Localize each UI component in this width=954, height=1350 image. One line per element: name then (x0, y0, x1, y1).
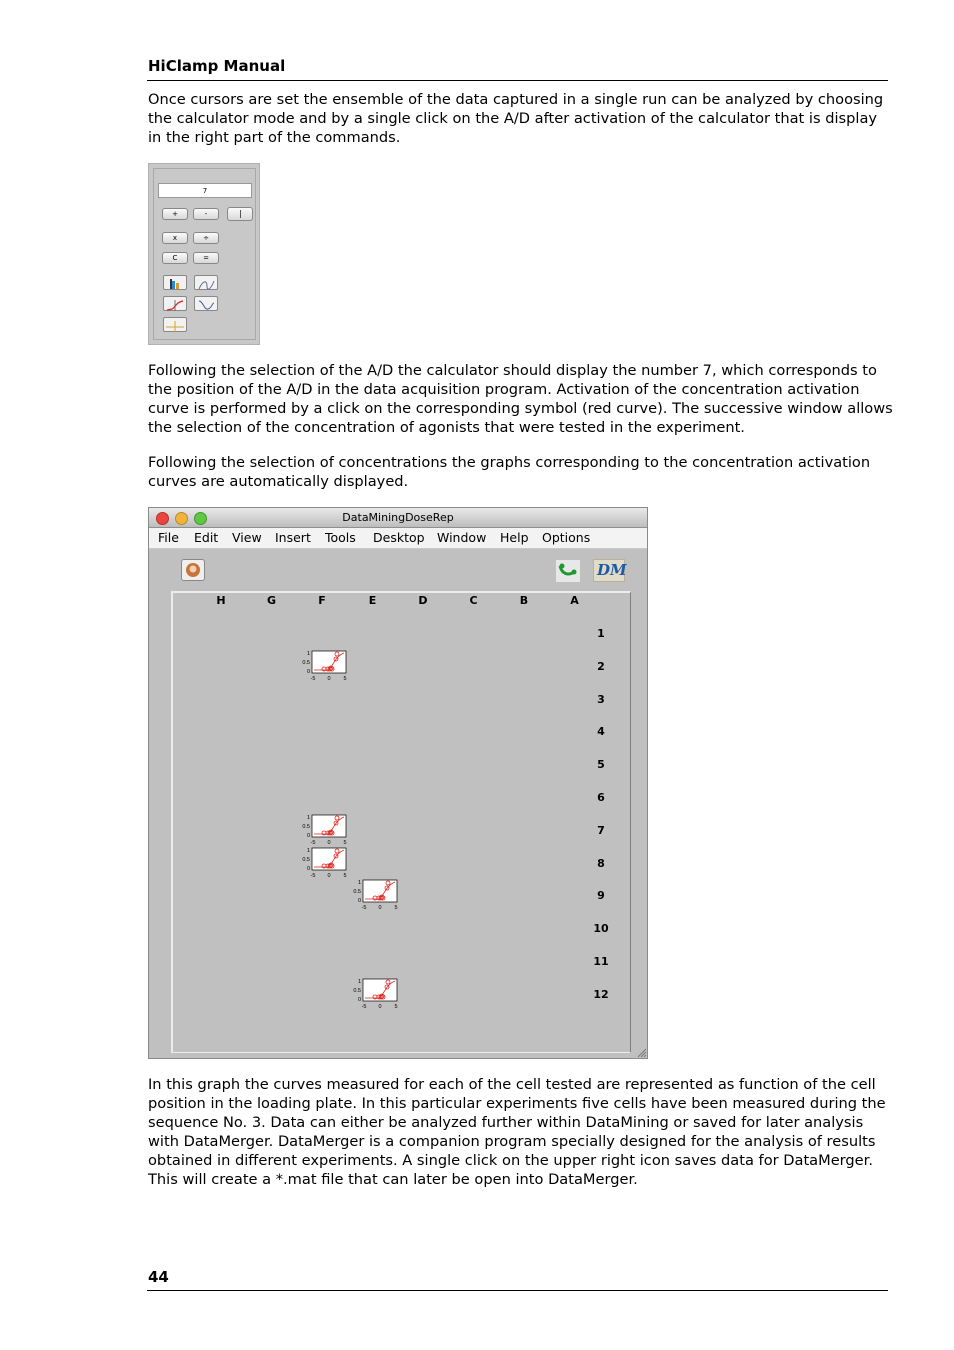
menu-options[interactable]: Options (542, 530, 591, 545)
row-label-7: 7 (597, 823, 605, 837)
document-title: HiClamp Manual (148, 57, 286, 75)
mini-y-tick: 0 (306, 832, 310, 839)
mini-x-tick: 5 (343, 839, 347, 846)
menu-file[interactable]: File (158, 530, 179, 545)
column-label-c: C (469, 594, 478, 607)
column-label-g: G (266, 594, 277, 607)
mini-x-tick: 5 (343, 872, 347, 879)
menu-window[interactable]: Window (437, 530, 487, 545)
mini-y-tick: 1 (306, 847, 310, 854)
calculator-panel (148, 163, 260, 345)
menu-edit[interactable]: Edit (194, 530, 219, 545)
row-label-11: 11 (593, 955, 609, 968)
mini-plot-e12[interactable] (349, 973, 405, 1013)
export-icon[interactable] (556, 560, 580, 582)
mini-y-tick: 0.5 (352, 987, 361, 994)
mini-y-tick: 1 (306, 650, 310, 657)
row-label-9: 9 (597, 889, 605, 903)
mini-y-tick: 1 (357, 978, 361, 985)
mini-x-tick: 5 (343, 675, 347, 682)
row-label-10: 10 (593, 922, 609, 936)
mini-x-tick: -5 (310, 675, 316, 682)
mini-y-tick: 0 (357, 898, 361, 905)
column-label-e: E (368, 594, 377, 607)
mini-y-tick: 0.5 (352, 889, 361, 896)
row-label-4: 4 (597, 725, 605, 739)
mini-plot-f2[interactable] (298, 645, 354, 685)
mini-x-tick: 0 (377, 905, 382, 912)
menu-view[interactable]: View (232, 530, 262, 545)
red-curve-icon[interactable] (163, 296, 187, 311)
column-label-b: B (519, 594, 529, 607)
title-bar[interactable] (149, 508, 647, 528)
resize-grip-icon[interactable] (637, 1048, 647, 1058)
trace-icon[interactable] (194, 275, 218, 290)
mini-y-tick: 0 (306, 865, 310, 872)
mini-x-tick: -5 (361, 1003, 366, 1010)
ad-icon (240, 210, 241, 218)
row-label-5: 5 (597, 758, 605, 772)
window-title: DataMiningDoseRep (342, 511, 454, 524)
mini-x-tick: 0 (327, 675, 331, 682)
mini-x-tick: 5 (393, 905, 398, 912)
datamining-window (148, 507, 648, 1059)
page-number: 44 (148, 1268, 169, 1286)
column-label-h: H (216, 594, 226, 607)
paragraph-3: Following the selection of concentrations the graphs corresponding to the concentration activation curves are automatically displayed. (148, 454, 871, 490)
save-datamerger-icon[interactable] (593, 559, 625, 582)
bar-chart-icon[interactable] (163, 275, 187, 290)
mini-x-tick: 5 (393, 1003, 398, 1010)
calc-minus-button[interactable]: - (193, 208, 219, 220)
column-label-f: F (318, 594, 326, 607)
mini-y-tick: 0 (306, 668, 310, 675)
row-label-2: 2 (597, 659, 605, 673)
calc-clear-button[interactable]: C (162, 252, 188, 264)
mini-y-tick: 1 (306, 814, 310, 821)
row-label-6: 6 (597, 791, 605, 804)
paragraph-1: Once cursors are set the ensemble of the data captured in a single run can be analyzed by choosing the calculator mode and by a single click on the A/D after activation of the calculator that is display in the right part of the commands. (148, 91, 884, 146)
calculator-display: 7 (158, 183, 252, 198)
crosshair-icon[interactable] (163, 317, 187, 332)
menu-insert[interactable]: Insert (275, 530, 311, 545)
mini-x-tick: 0 (377, 1003, 382, 1010)
paragraph-2: Following the selection of the A/D the calculator should display the number 7, which corresponds to the position of the A/D in the data acquisition program. Activation of the concentration activation curve is performed by a click on the corresponding symbol (red curve). The successive window allows the selection of the concentration of agonists that were tested in the experiment. (148, 362, 893, 436)
menu-bar (149, 528, 647, 549)
face-icon[interactable] (181, 559, 205, 581)
mini-x-tick: 0 (327, 872, 331, 879)
row-label-8: 8 (597, 856, 605, 870)
mini-x-tick: -5 (361, 905, 366, 912)
mini-plot-f8[interactable] (298, 839, 354, 882)
header-rule (147, 80, 888, 81)
menu-desktop[interactable]: Desktop (373, 530, 425, 545)
datamerger-logo-text: DM (597, 561, 627, 579)
calc-divide-button[interactable]: ÷ (193, 232, 219, 244)
calc-times-button[interactable]: x (162, 232, 188, 244)
calc-plus-button[interactable]: + (162, 208, 188, 220)
calc-ad-button[interactable] (227, 207, 253, 221)
mini-plot-e9[interactable] (349, 874, 405, 914)
footer-rule (147, 1290, 888, 1291)
menu-help[interactable]: Help (500, 530, 529, 545)
row-label-3: 3 (597, 692, 605, 706)
paragraph-4: In this graph the curves measured for each of the cell tested are represented as function of the cell position in the loading plate. In this particular experiments five cells have been measured during the sequence No. 3. Data can either be analyzed further within DataMining or saved for later analysis with DataMerger. DataMerger is a companion program specially designed for the analysis of results obtained in different experiments. A single click on the upper right icon saves data for DataMerger. This will create a *.mat file that can later be open into DataMerger. (148, 1076, 886, 1188)
mini-y-tick: 0.5 (302, 856, 310, 863)
blue-curve-icon[interactable] (194, 296, 218, 311)
mini-y-tick: 0.5 (302, 823, 310, 830)
row-label-12: 12 (593, 987, 609, 1001)
column-label-a: A (570, 594, 579, 607)
mini-x-tick: -5 (310, 872, 316, 879)
calc-equals-button[interactable]: = (193, 252, 219, 264)
mini-y-tick: 1 (357, 880, 361, 887)
row-label-1: 1 (597, 627, 605, 640)
mini-x-tick: 0 (327, 839, 331, 846)
mini-x-tick: -5 (310, 839, 316, 846)
column-label-d: D (418, 594, 428, 607)
menu-tools[interactable]: Tools (325, 530, 356, 545)
mini-y-tick: 0 (357, 996, 361, 1003)
mini-y-tick: 0.5 (302, 659, 310, 666)
